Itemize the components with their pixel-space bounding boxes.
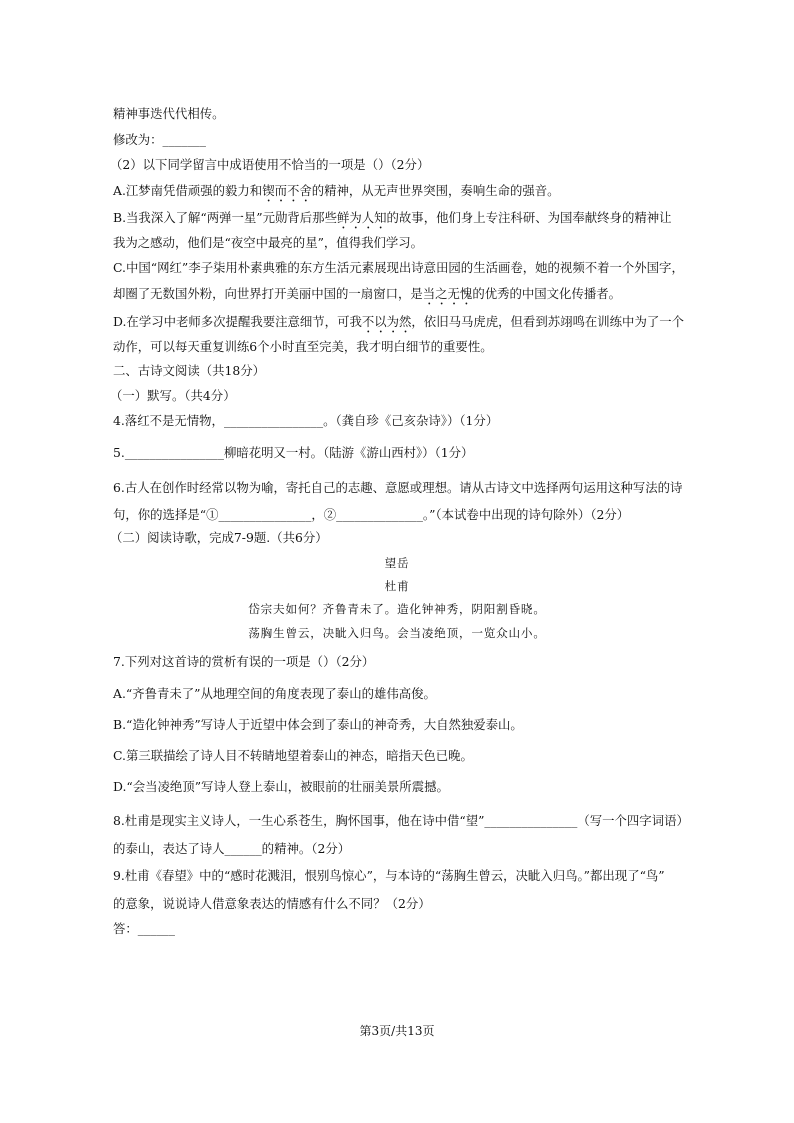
question-7: 7.下列对这首诗的赏析有误的一项是（）（2分） <box>113 654 375 669</box>
poem-line: 荡胸生曾云，决眦入归鸟。会当凌绝顶，一览众山小。 <box>248 626 546 640</box>
question-4: 4.落红不是无情物，________________。（龚自珍《己亥杂诗》）（1分） <box>113 413 499 428</box>
poem-title: 望岳 <box>384 556 410 570</box>
option-text: A.江梦南凭借顽强的毅力和 <box>113 183 263 198</box>
text-line: 我为之感动，他们是“夜空中最亮的星”，值得我们学习。 <box>113 235 424 250</box>
idiom-emphasis: 不以为然 <box>361 314 412 329</box>
option-a <box>113 183 703 205</box>
option-text: 却圈了无数国外粉，向世界打开美丽中国的一扇窗口，是 <box>113 286 423 301</box>
text-line: 的泰山，表达了诗人______的精神。（2分） <box>113 841 351 856</box>
page-number: 第3页/共13页 <box>359 1024 435 1038</box>
subsection-heading: （二）阅读诗歌，完成7-9题.（共6分） <box>110 530 328 545</box>
option-text: ，依旧马马虎虎，但看到苏翊鸣在训练中为了一个 <box>411 314 685 329</box>
text-line: 句，你的选择是“①_______________，②______________。”（本试卷中出现的诗句除外）（2分） <box>113 507 630 522</box>
option-d <box>113 314 703 336</box>
option-a: A.“齐鲁青未了”从地理空间的角度表现了泰山的雄伟高俊。 <box>113 686 436 701</box>
option-text: 的精神，从无声世界突围，奏响生命的强音。 <box>311 183 560 198</box>
question-2-prompt: （2）以下同学留言中成语使用不恰当的一项是（）（2分） <box>110 157 430 172</box>
idiom-emphasis: 鲜为人知 <box>336 210 387 225</box>
text-line: 精神事迭代代相传。 <box>113 106 225 121</box>
option-text: 的优秀的中国文化传播者。 <box>472 286 622 301</box>
option-d: D.“会当凌绝顶”写诗人登上泰山，被眼前的壮丽美景所震撼。 <box>113 779 449 794</box>
option-text: 的故事，他们身上专注科研、为国奉献终身的精神让 <box>386 210 672 225</box>
question-5: 5.________________柳暗花明又一村。（陆游《游山西村》）（1分） <box>113 445 474 460</box>
text-line: 修改为：_______ <box>113 132 206 147</box>
option-text: B.当我深入了解“两弹一星”元勋背后那些 <box>113 210 337 225</box>
option-text: D.在学习中老师多次提醒我要注意细节，可我 <box>113 314 362 329</box>
option-c: C.中国“网红”李子柒用朴素典雅的东方生活元素展现出诗意田园的生活画卷，她的视频不着一个外国字， <box>113 260 684 275</box>
text-line: 的意象，说说诗人借意象表达的情感有什么不同？（2分） <box>113 896 431 911</box>
answer-line: 答：______ <box>113 921 175 936</box>
question-9: 9.杜甫《春望》中的“感时花溅泪，恨别鸟惊心”，与本诗的“荡胸生曾云，决眦入归鸟。”都出现了“鸟” <box>113 868 665 883</box>
poem-line: 岱宗夫如何？齐鲁青未了。造化钟神秀，阴阳割昏晓。 <box>248 602 546 616</box>
idiom-emphasis: 锲而不舍 <box>262 183 312 198</box>
question-8: 8.杜甫是现实主义诗人，一生心系苍生，胸怀国事，他在诗中借“望”_______________（写一个四字词语） <box>113 813 689 828</box>
idiom-emphasis: 当之无愧 <box>422 286 473 301</box>
text-line <box>113 286 703 308</box>
poem-author: 杜甫 <box>384 579 410 593</box>
question-6: 6.古人在创作时经常以物为喻，寄托自己的志趣、意愿或理想。请从古诗文中选择两句运用这种写法的诗 <box>113 480 683 495</box>
subsection-heading: （一）默写。（共4分） <box>110 388 236 403</box>
section-heading: 二、古诗文阅读（共18分） <box>113 363 266 378</box>
option-c: C.第三联描绘了诗人目不转睛地望着泰山的神态，暗指天色已晚。 <box>113 748 473 763</box>
option-b: B.“造化钟神秀”写诗人于近望中体会到了泰山的神奇秀，大自然独爱泰山。 <box>113 717 523 732</box>
text-line: 动作，可以每天重复训练6个小时直至完美，我才明白细节的重要性。 <box>113 339 493 354</box>
option-b <box>113 210 703 232</box>
